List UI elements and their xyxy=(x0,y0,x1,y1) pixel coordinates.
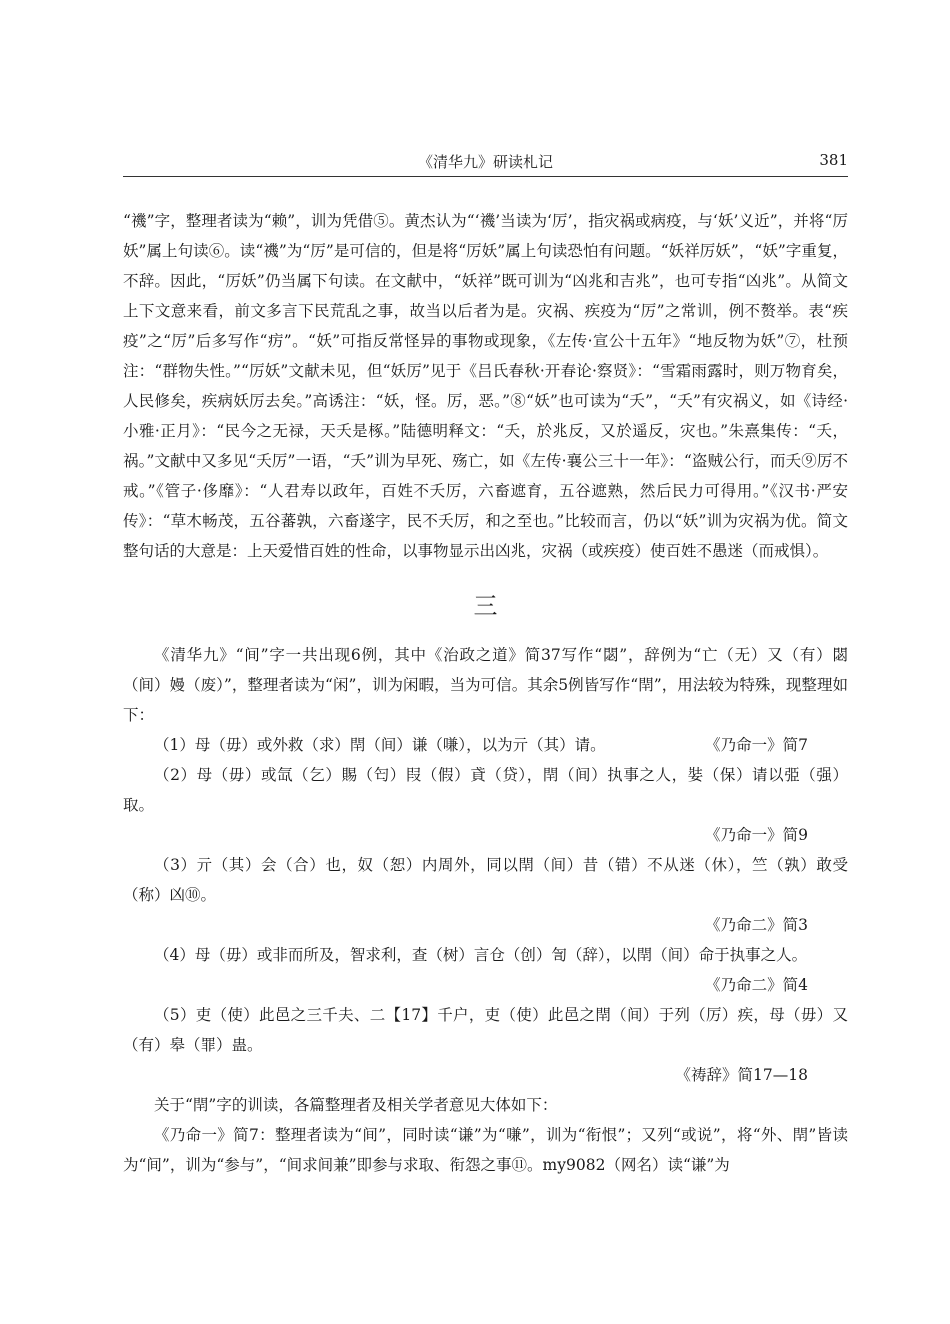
header-rule xyxy=(123,176,848,177)
example-3-source: 《乃命二》简3 xyxy=(705,916,808,934)
running-title: 《清华九》研读札记 xyxy=(417,153,553,171)
example-2-source: 《乃命一》简9 xyxy=(705,826,808,844)
body-text xyxy=(123,206,848,1180)
example-5-source: 《祷辞》简17—18 xyxy=(675,1066,808,1084)
paragraph-1: “禨”字，整理者读为“赖”，训为凭借⑤。黄杰认为“‘禨’当读为‘厉’，指灾祸或病疫，与‘妖’义近”，并将“厉妖”属上句读⑥。读“禨”为“厉”是可信的，但是将“厉妖”属上句读恐怕有问题。“妖祥厉妖”，“妖”字重复，不辞。因此，“厉妖”仍当属下句读。在文献中，“妖祥”既可训为“凶兆和吉兆”，也可专指“凶兆”。从简文上下文意来看，前文多言下民荒乱之事，故当以后者为是。灾祸、疾疫为“厉”之常训，例不赘举。表“疾疫”之“厉”后多写作“疠”。“妖”可指反常怪异的事物或现象，《左传·宣公十五年》“地反物为妖”⑦，杜预注：“群物失性。”“厉妖”文献未见，但“妖厉”见于《吕氏春秋·开春论·察贤》：“雪霜雨露时，则万物育矣，人民修矣，疾病妖厉去矣。”高诱注：“妖，怪。厉，恶。”⑧“妖”也可读为“夭”，“夭”有灾祸义，如《诗经·小雅·正月》：“民今之无禄，天夭是椓。”陆德明释文：“夭，於兆反，又於遥反，灾也。”朱熹集传：“夭，祸。”文献中又多见“夭厉”一语，“夭”训为早死、殇亡，如《左传·襄公三十一年》：“盗贼公行，而夭⑨厉不戒。”《管子·侈靡》：“人君寿以政年，百姓不夭厉，六畜遮育，五谷遮熟，然后民力可得用。”《汉书·严安传》：“草木畅茂，五谷蕃孰，六畜遂字，民不夭厉，和之至也。”比较而言，仍以“妖”训为灾祸为优。简文整句话的大意是：上天爱惜百姓的性命，以事物显示出凶兆，灾祸（或疾疫）使百姓不愚迷（而戒惧）。 xyxy=(123,212,848,560)
running-header xyxy=(123,151,848,175)
example-5: （5）吏（使）此邑之三千夫、二【17】千户，吏（使）此邑之閈（间）于列（厉）疾，母（毋）又（有）皋（罪）蛊。 xyxy=(123,1006,848,1054)
example-2: （2）母（毋）或氙（乞）賜（匄）叚（假）貣（贷），閈（间）执事之人，娤（保）请以弫（强）取。 xyxy=(123,766,848,814)
example-4-source: 《乃命二》简4 xyxy=(705,976,808,994)
page-number: 381 xyxy=(819,151,848,169)
section-heading: 三 xyxy=(473,592,498,620)
example-source: 《乃命一》简7 xyxy=(705,736,808,754)
example-4: （4）母（毋）或非而所及，智求利，查（树）言仓（创）訇（辞），以閈（间）命于执事之人。 xyxy=(154,946,808,964)
paragraph-3: 关于“閈”字的训读，各篇整理者及相关学者意见大体如下： xyxy=(154,1096,558,1114)
example-1 xyxy=(123,730,848,760)
example-3: （3）亓（其）会（合）也，奴（恕）内周外，同以閈（间）昔（错）不从迷（休），竺（孰）敢受（称）凶⑩。 xyxy=(123,856,848,904)
paragraph-4: 《乃命一》简7：整理者读为“间”，同时读“谦”为“嗛”，训为“衔恨”；又列“或说”，将“外、閈”皆读为“间”，训为“参与”，“间求间兼”即参与求取、衔怨之事⑪。my9082（网名）读“谦”为 xyxy=(123,1126,849,1174)
paragraph-2: 《清华九》“间”字一共出现6例，其中《治政之道》简37写作“閟”，辞例为“亡（无）又（有）閟（间）嫚（废）”，整理者读为“闲”，训为闲暇，当为可信。其余5例皆写作“閈”，用法较为特殊，现整理如下： xyxy=(123,646,848,724)
example-text: （1）母（毋）或外救（求）閈（间）谦（嗛），以为亓（其）请。 xyxy=(154,736,606,754)
